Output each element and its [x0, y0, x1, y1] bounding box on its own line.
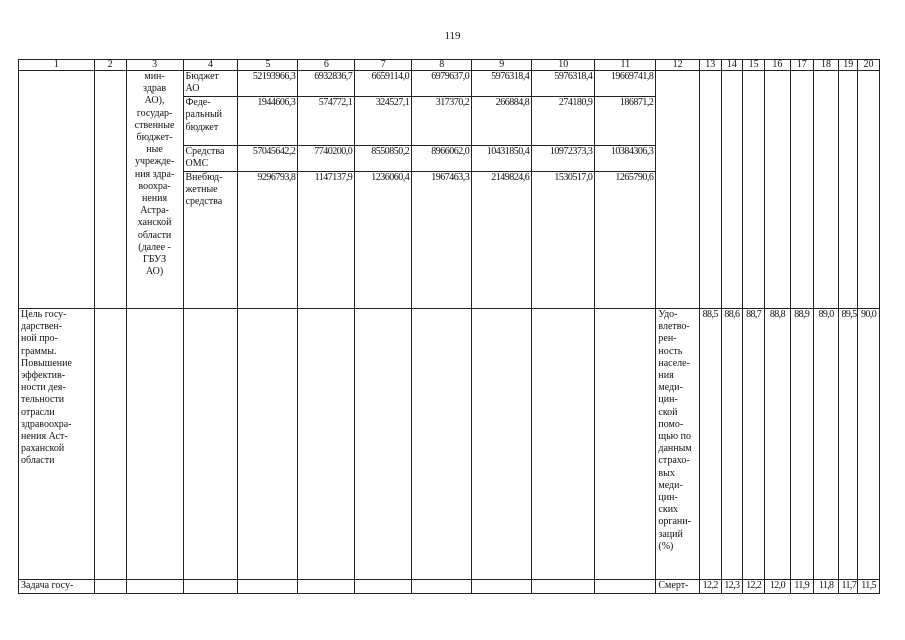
funding-value: 19669741,8	[595, 71, 656, 97]
col-header-16: 16	[765, 60, 791, 71]
indicator-line: ских	[658, 504, 679, 516]
funding-source-line: Средства	[185, 145, 225, 157]
empty-cell	[183, 580, 238, 594]
funding-value: 1944606,3	[238, 97, 298, 145]
empty-cell	[298, 580, 355, 594]
col-header-7: 7	[355, 60, 412, 71]
task-row	[19, 580, 880, 594]
target-cell-empty	[790, 71, 813, 309]
indicator-line: помо-	[658, 418, 684, 430]
executor-line: ственные	[134, 119, 175, 131]
col-header-19: 19	[839, 60, 858, 71]
col-header-18: 18	[813, 60, 839, 71]
col-header-12: 12	[656, 60, 699, 71]
col-header-9: 9	[472, 60, 532, 71]
empty-cell	[298, 309, 355, 580]
target-value: 88,7	[743, 309, 765, 580]
indicator-line: влетво-	[658, 321, 690, 333]
goal-line: здравоохра-	[21, 418, 72, 430]
funding-value: 1147137,9	[298, 171, 355, 308]
target-cell-empty	[765, 71, 791, 309]
empty-cell	[126, 309, 183, 580]
executor-line: нения	[142, 193, 168, 205]
col-header-10: 10	[532, 60, 595, 71]
indicator-line: Удо-	[658, 309, 678, 320]
funding-value: 274180,9	[532, 97, 595, 145]
executor-line: (далее -	[138, 241, 171, 253]
goal-text-cell	[19, 309, 95, 580]
funding-source-line: жетные	[185, 184, 218, 196]
funding-value: 1236060,4	[355, 171, 412, 308]
target-value: 88,9	[790, 309, 813, 580]
col-header-3: 3	[126, 60, 183, 71]
empty-cell	[472, 309, 532, 580]
funding-value: 8550850,2	[355, 145, 412, 171]
indicator-line: щью по	[658, 431, 691, 443]
column-number-row	[19, 60, 880, 71]
target-value: 12,3	[721, 580, 743, 594]
col-header-17: 17	[790, 60, 813, 71]
goal-row	[19, 309, 880, 580]
funding-value: 5976318,4	[472, 71, 532, 97]
col-header-15: 15	[743, 60, 765, 71]
executor-line: области	[137, 229, 172, 241]
funding-value: 52193966,3	[238, 71, 298, 97]
funding-value: 10384306,3	[595, 145, 656, 171]
target-value: 11,8	[813, 580, 839, 594]
funding-source	[183, 171, 238, 308]
indicator-line: цин-	[658, 492, 678, 504]
indicator-line: ность	[658, 345, 683, 357]
empty-cell	[355, 309, 412, 580]
target-value: 88,5	[699, 309, 721, 580]
funding-value: 2149824,6	[472, 171, 532, 308]
executor-cell	[126, 71, 183, 309]
col-header-2: 2	[94, 60, 126, 71]
funding-source-line: Феде-	[185, 97, 211, 109]
executor-line: государ-	[136, 107, 173, 119]
indicator-line: рен-	[658, 333, 677, 345]
indicator-line: органи-	[658, 516, 691, 528]
executor-line: АО)	[145, 266, 164, 278]
indicator-line: данным	[658, 443, 692, 455]
goal-line: нения Аст-	[21, 431, 68, 443]
empty-cell	[238, 309, 298, 580]
target-cell-empty	[721, 71, 743, 309]
funding-source	[183, 71, 238, 97]
funding-source-line: бюджет	[185, 121, 219, 133]
goal-line: ной про-	[21, 333, 58, 345]
funding-source-line: ральный	[185, 109, 223, 121]
executor-line: ГБУЗ	[142, 254, 167, 266]
empty-cell	[532, 580, 595, 594]
empty-cell	[94, 309, 126, 580]
target-value: 88,6	[721, 309, 743, 580]
funding-source-line: средства	[185, 196, 223, 208]
target-cell-empty	[858, 71, 880, 309]
goal-line: раханской	[21, 443, 65, 455]
executor-line: АО),	[144, 95, 165, 107]
goal-line: ности дея-	[21, 382, 66, 394]
target-value: 89,5	[839, 309, 858, 580]
col-header-8: 8	[412, 60, 472, 71]
funding-source-line: АО	[185, 83, 200, 95]
funding-source-line: Бюджет	[185, 71, 219, 82]
funding-source	[183, 145, 238, 171]
funding-value: 5976318,4	[532, 71, 595, 97]
task-text-cell: Задача госу-	[19, 580, 95, 594]
target-value: 11,9	[790, 580, 813, 594]
executor-line: воохра-	[138, 180, 171, 192]
goal-line: тельности	[21, 394, 65, 406]
goal-line: Повышение	[21, 357, 72, 369]
col-header-11: 11	[595, 60, 656, 71]
col-header-5: 5	[238, 60, 298, 71]
empty-cell	[595, 309, 656, 580]
goal-line: дарствен-	[21, 321, 63, 333]
goal-line: Цель госу-	[21, 309, 67, 320]
empty-cell	[595, 580, 656, 594]
funding-value: 9296793,8	[238, 171, 298, 308]
col-header-13: 13	[699, 60, 721, 71]
target-value: 89,0	[813, 309, 839, 580]
indicator-line: ния	[658, 370, 674, 382]
executor-line: ханской	[137, 217, 172, 229]
col-header-14: 14	[721, 60, 743, 71]
funding-value: 1265790,6	[595, 171, 656, 308]
indicator-text-cell: Смерт-	[656, 580, 699, 594]
funding-value: 8966062,0	[412, 145, 472, 171]
col-header-20: 20	[858, 60, 880, 71]
indicator-line: меди-	[658, 479, 683, 491]
executor-line: мин-	[144, 71, 165, 82]
executor-line: ные	[146, 144, 163, 156]
col-header-6: 6	[298, 60, 355, 71]
empty-cell	[472, 580, 532, 594]
target-value: 88,8	[765, 309, 791, 580]
executor-line: ния здра-	[134, 168, 175, 180]
funding-row	[19, 71, 880, 97]
col2-cell-empty	[94, 71, 126, 309]
goal-line: граммы.	[21, 345, 57, 357]
funding-source	[183, 97, 238, 145]
funding-value: 1530517,0	[532, 171, 595, 308]
empty-cell	[183, 309, 238, 580]
program-table	[18, 59, 880, 594]
executor-line: здрав	[143, 83, 167, 95]
empty-cell	[412, 309, 472, 580]
col-header-4: 4	[183, 60, 238, 71]
target-value: 11,5	[858, 580, 880, 594]
indicator-text-cell	[656, 309, 699, 580]
goal-line: эффектив-	[21, 370, 66, 382]
funding-value: 7740200,0	[298, 145, 355, 171]
funding-value: 6659114,0	[355, 71, 412, 97]
executor-line: бюджет-	[136, 132, 173, 144]
target-cell-empty	[813, 71, 839, 309]
funding-value: 266884,8	[472, 97, 532, 145]
funding-value: 317370,2	[412, 97, 472, 145]
target-value: 90,0	[858, 309, 880, 580]
target-value: 12,2	[743, 580, 765, 594]
funding-value: 186871,2	[595, 97, 656, 145]
indicator-line: цин-	[658, 394, 678, 406]
indicator-line: населе-	[658, 357, 690, 369]
empty-cell	[532, 309, 595, 580]
goal-line: области	[21, 455, 55, 467]
indicator-line: ской	[658, 406, 678, 418]
executor-line: учрежде-	[134, 156, 175, 168]
target-cell-empty	[743, 71, 765, 309]
empty-cell	[238, 580, 298, 594]
target-value: 12,0	[765, 580, 791, 594]
funding-value: 10972373,3	[532, 145, 595, 171]
funding-value: 1967463,3	[412, 171, 472, 308]
indicator-line: страхо-	[658, 455, 690, 467]
executor-line: Астра-	[140, 205, 169, 217]
funding-value: 324527,1	[355, 97, 412, 145]
funding-value: 57045642,2	[238, 145, 298, 171]
page-number: 119	[444, 30, 461, 42]
indicator-cell-empty	[656, 71, 699, 309]
goal-cell-empty	[19, 71, 95, 309]
funding-source-line: ОМС	[185, 157, 209, 169]
col-header-1: 1	[19, 60, 95, 71]
funding-source-line: Внебюд-	[185, 171, 223, 183]
goal-line: отрасли	[21, 406, 55, 418]
indicator-line: вых	[658, 467, 675, 479]
indicator-line: заций	[658, 528, 683, 540]
empty-cell	[126, 580, 183, 594]
indicator-line: меди-	[658, 382, 683, 394]
empty-cell	[94, 580, 126, 594]
target-value: 12,2	[699, 580, 721, 594]
empty-cell	[412, 580, 472, 594]
target-value: 11,7	[839, 580, 858, 594]
indicator-line: (%)	[658, 540, 674, 552]
funding-value: 10431850,4	[472, 145, 532, 171]
funding-value: 6979637,0	[412, 71, 472, 97]
empty-cell	[355, 580, 412, 594]
target-cell-empty	[839, 71, 858, 309]
funding-value: 574772,1	[298, 97, 355, 145]
target-cell-empty	[699, 71, 721, 309]
funding-value: 6932836,7	[298, 71, 355, 97]
